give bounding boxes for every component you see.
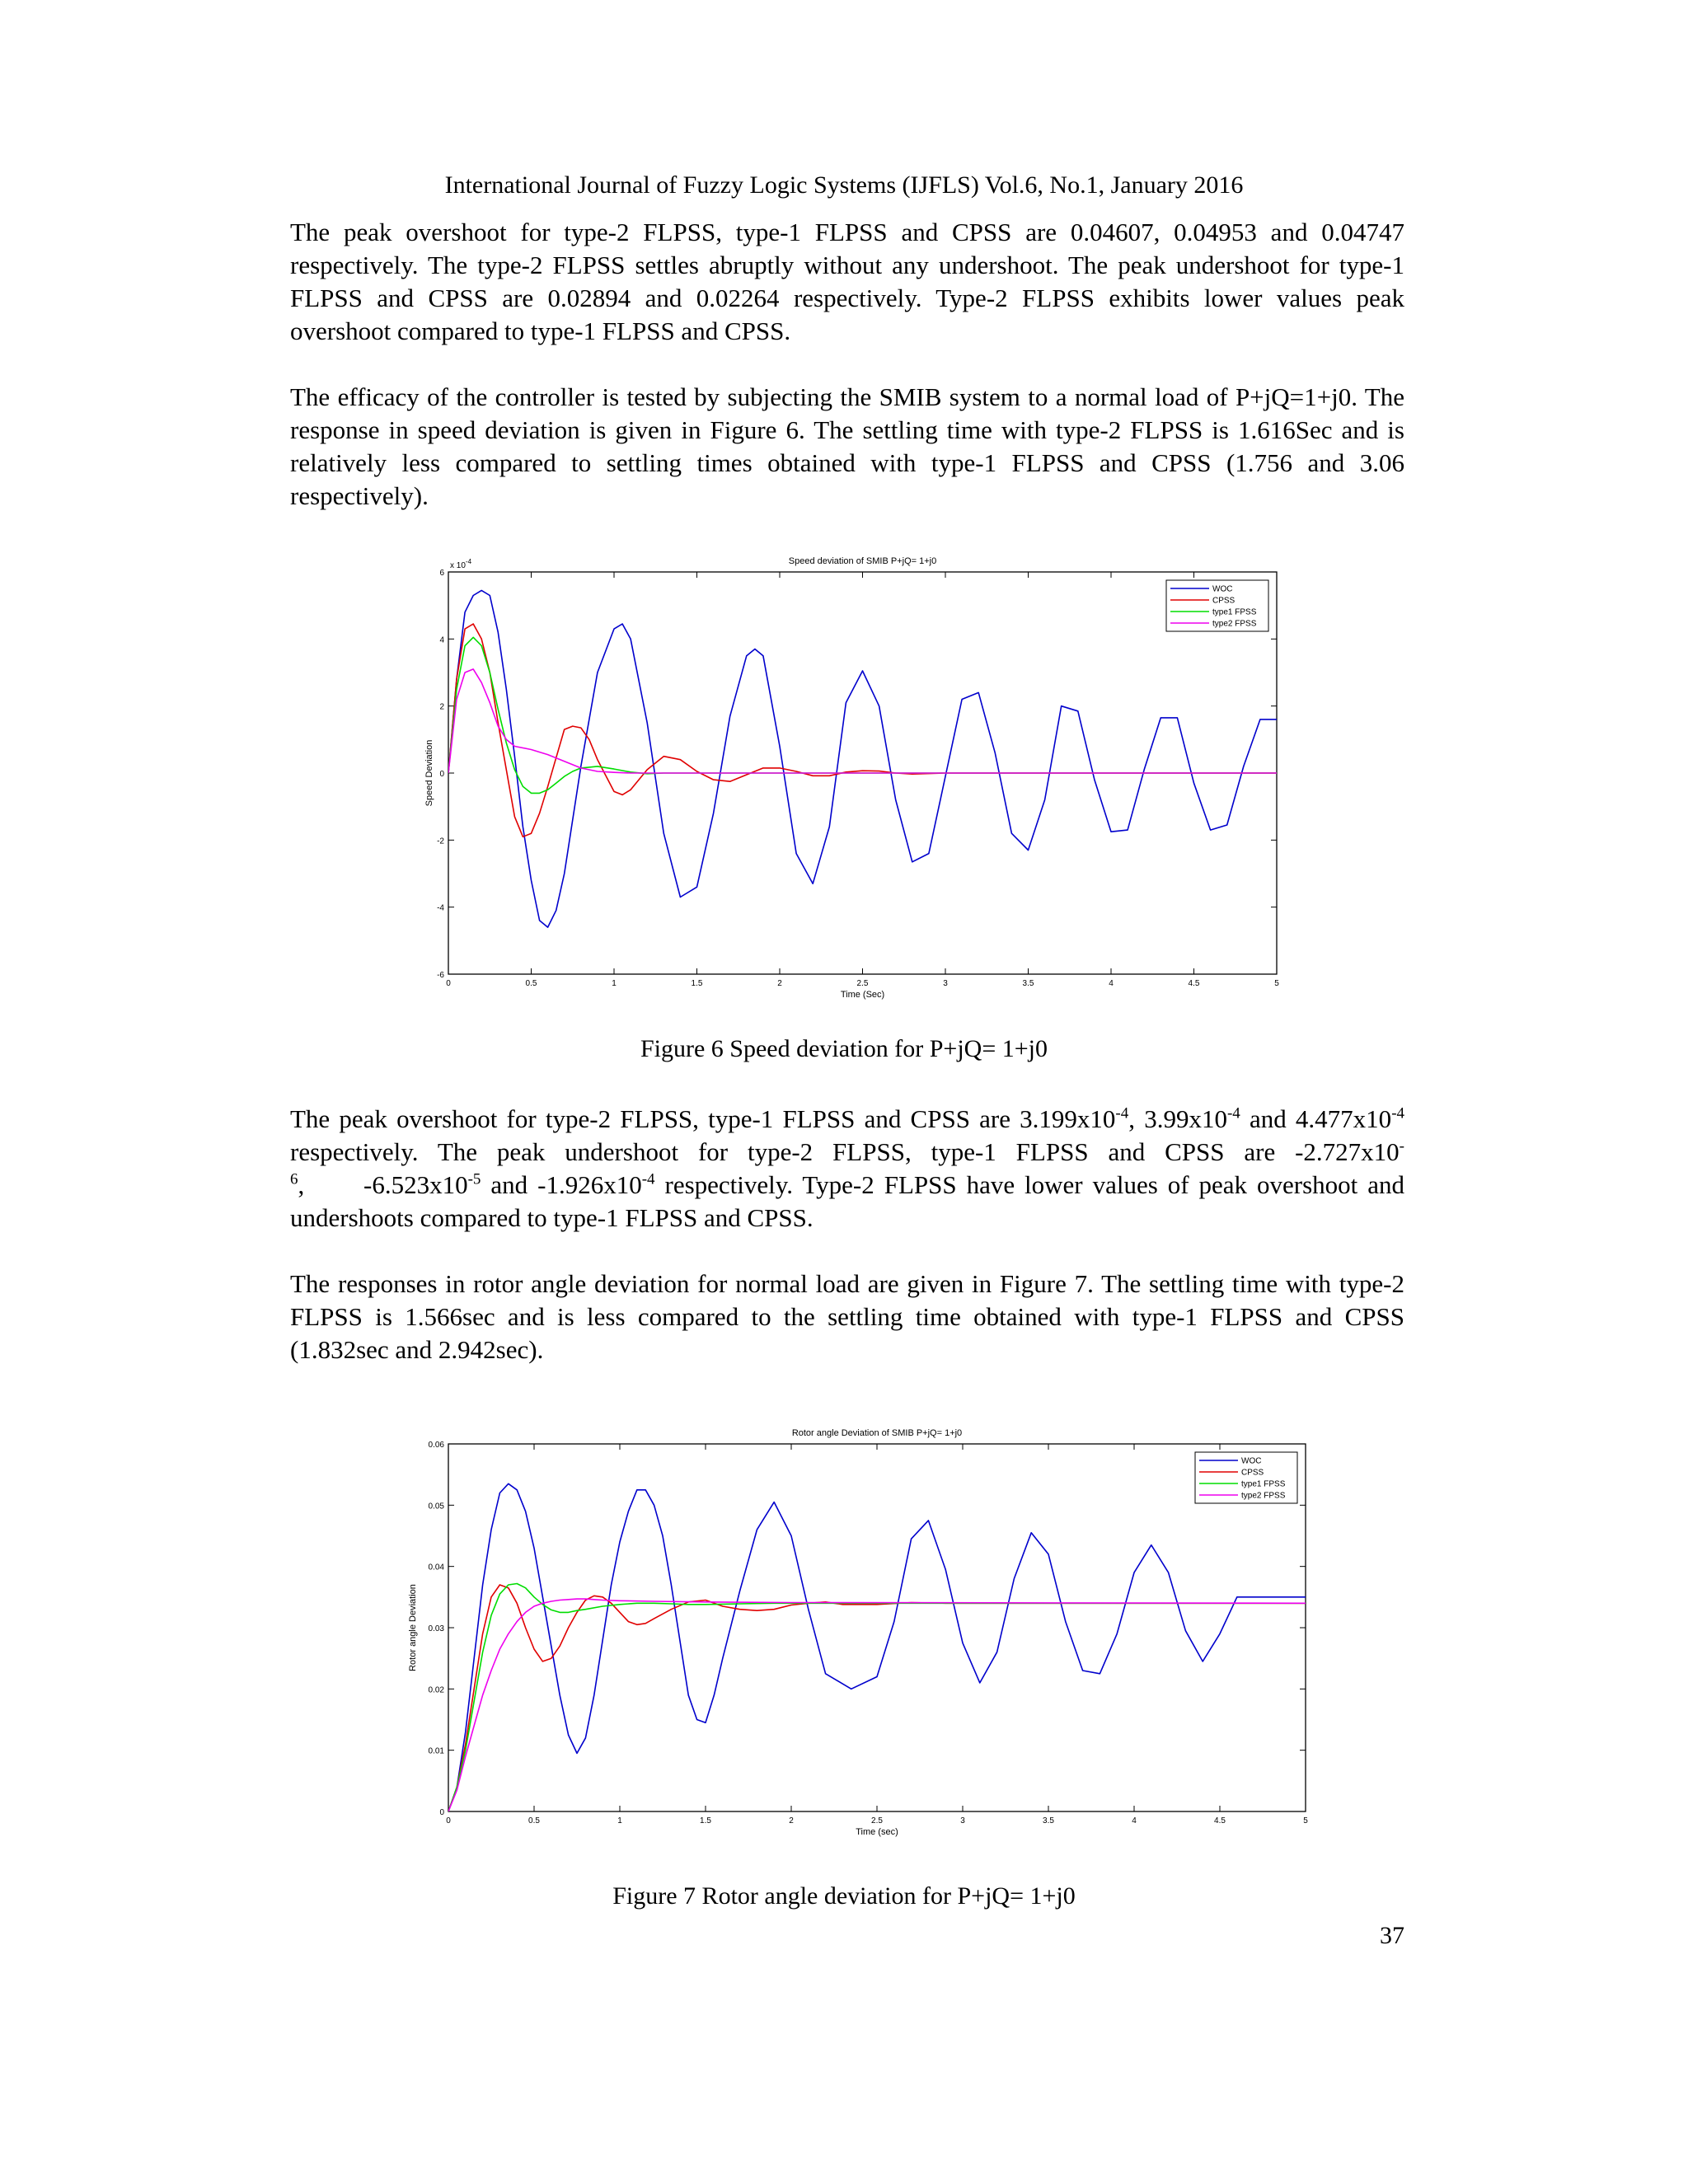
paragraph-2: The efficacy of the controller is tested by subjecting the SMIB system to a normal load of P+jQ=1+j0. The response in speed deviation is given in Figure 6. The settling time with type-2 FLPSS is 1.616Sec and is relatively less compared to settling times obtained with type-1 FLPSS and CPSS (1.756 and 3.06 respectively). — [290, 382, 1404, 510]
x-tick-label: 3.5 — [1022, 979, 1034, 988]
x-tick-label: 2.5 — [856, 979, 869, 988]
y-multiplier-label: x $10^{-4}$ — [450, 558, 472, 570]
figure-6-chart — [404, 551, 1302, 1004]
y-tick-label: -4 — [437, 903, 444, 913]
x-axis-label: Time (Sec) — [840, 990, 885, 1000]
axes-frame — [448, 1444, 1306, 1811]
y-tick-label: 0 — [439, 770, 444, 779]
y-axis-label: Rotor angle Deviation — [408, 1584, 418, 1671]
x-tick-label: 1.5 — [700, 1816, 711, 1825]
figure-7-caption: Figure 7 Rotor angle deviation for P+jQ= 1+j0 — [612, 1882, 1076, 1910]
legend-label-woc: WOC — [1241, 1456, 1262, 1466]
page-number: 37 — [1380, 1922, 1404, 1949]
x-tick-label: 0 — [446, 979, 451, 988]
chart-title: Speed deviation of SMIB P+jQ= 1+j0 — [788, 556, 937, 566]
x-tick-label: 1 — [617, 1816, 622, 1825]
paragraph-3: The peak overshoot for type-2 FLPSS, type-1 FLPSS and CPSS are $3.199x10^{-4}$, $3.99x10^{-4}$ and $4.477x10^{-4}$ respectively. The peak undershoot for type-2 FLPSS, type-1 FLPSS and CPSS are $-2.727x10^{-6}$, $-6.523x10^{-5}$ and $-1.926x10^{-4}$ respectively. Type-2 FLPSS have lower values of peak overshoot and undershoots compared to type-1 FLPSS and CPSS. — [290, 1104, 1405, 1232]
legend-label-type1-fpss: type1 FPSS — [1212, 607, 1257, 617]
x-tick-label: 3 — [960, 1816, 965, 1825]
x-tick-label: 4 — [1132, 1816, 1137, 1825]
x-tick-label: 4.5 — [1188, 979, 1200, 988]
x-tick-label: 4.5 — [1214, 1816, 1226, 1825]
legend-label-cpss: CPSS — [1241, 1468, 1264, 1478]
legend — [1166, 580, 1268, 631]
paragraph-1: The peak overshoot for type-2 FLPSS, type-1 FLPSS and CPSS are 0.04607, 0.04953 and 0.04747 respectively. The type-2 FLPSS settles abruptly without any undershoot. The peak undershoot for type-1 FLPSS and CPSS are 0.02894 and 0.02264 respectively. Type-2 FLPSS exhibits lower values peak overshoot compared to type-1 FLPSS and CPSS. — [290, 218, 1404, 345]
x-tick-label: 2 — [777, 979, 782, 988]
figure-7-chart — [387, 1401, 1319, 1850]
chart-title: Rotor angle Deviation of SMIB P+jQ= 1+j0 — [791, 1428, 963, 1438]
legend-label-type2-fpss: type2 FPSS — [1212, 619, 1257, 629]
y-tick-label: 0.04 — [428, 1563, 444, 1572]
y-axis-label: Speed Deviation — [424, 739, 434, 807]
y-tick-label: 0.06 — [428, 1441, 444, 1450]
y-tick-label: 0.05 — [428, 1502, 444, 1511]
x-tick-label: 1.5 — [691, 979, 703, 988]
x-tick-label: 2 — [789, 1816, 794, 1825]
y-tick-label: 0.01 — [428, 1746, 444, 1756]
x-tick-label: 3 — [943, 979, 948, 988]
y-tick-label: 0.02 — [428, 1685, 444, 1695]
journal-header: International Journal of Fuzzy Logic Systems (IJFLS) Vol.6, No.1, January 2016 — [444, 171, 1244, 199]
x-tick-label: 5 — [1274, 979, 1279, 988]
legend-label-type1-fpss: type1 FPSS — [1241, 1479, 1286, 1489]
x-tick-label: 0 — [446, 1816, 451, 1825]
plot-area — [448, 1444, 1306, 1811]
x-tick-label: 5 — [1303, 1816, 1308, 1825]
figure-6-caption: Figure 6 Speed deviation for P+jQ= 1+j0 — [640, 1035, 1048, 1062]
y-tick-label: 6 — [439, 569, 444, 578]
y-tick-label: -6 — [437, 971, 444, 980]
x-tick-label: 4 — [1109, 979, 1114, 988]
x-tick-label: 0.5 — [528, 1816, 540, 1825]
y-multiplier-exponent: -4 — [465, 558, 472, 565]
legend-label-cpss: CPSS — [1212, 596, 1236, 606]
x-axis-label: Time (sec) — [856, 1827, 898, 1837]
legend-label-type2-fpss: type2 FPSS — [1241, 1491, 1286, 1501]
y-tick-label: 4 — [439, 635, 444, 645]
legend-label-woc: WOC — [1212, 584, 1233, 594]
y-tick-label: 2 — [439, 702, 444, 712]
paragraph-4: The responses in rotor angle deviation for normal load are given in Figure 7. The settling time with type-2 FLPSS is 1.566sec and is less compared to the settling time obtained with type-1 FLPSS and CPSS (1.832sec and 2.942sec). — [290, 1269, 1404, 1364]
legend — [1195, 1452, 1297, 1503]
y-tick-label: -2 — [437, 837, 444, 846]
x-tick-label: 2.5 — [871, 1816, 883, 1825]
y-tick-label: 0 — [439, 1808, 444, 1817]
y-tick-label: 0.03 — [428, 1624, 444, 1633]
x-tick-label: 3.5 — [1043, 1816, 1054, 1825]
x-tick-label: 0.5 — [525, 979, 537, 988]
x-tick-label: 1 — [612, 979, 617, 988]
